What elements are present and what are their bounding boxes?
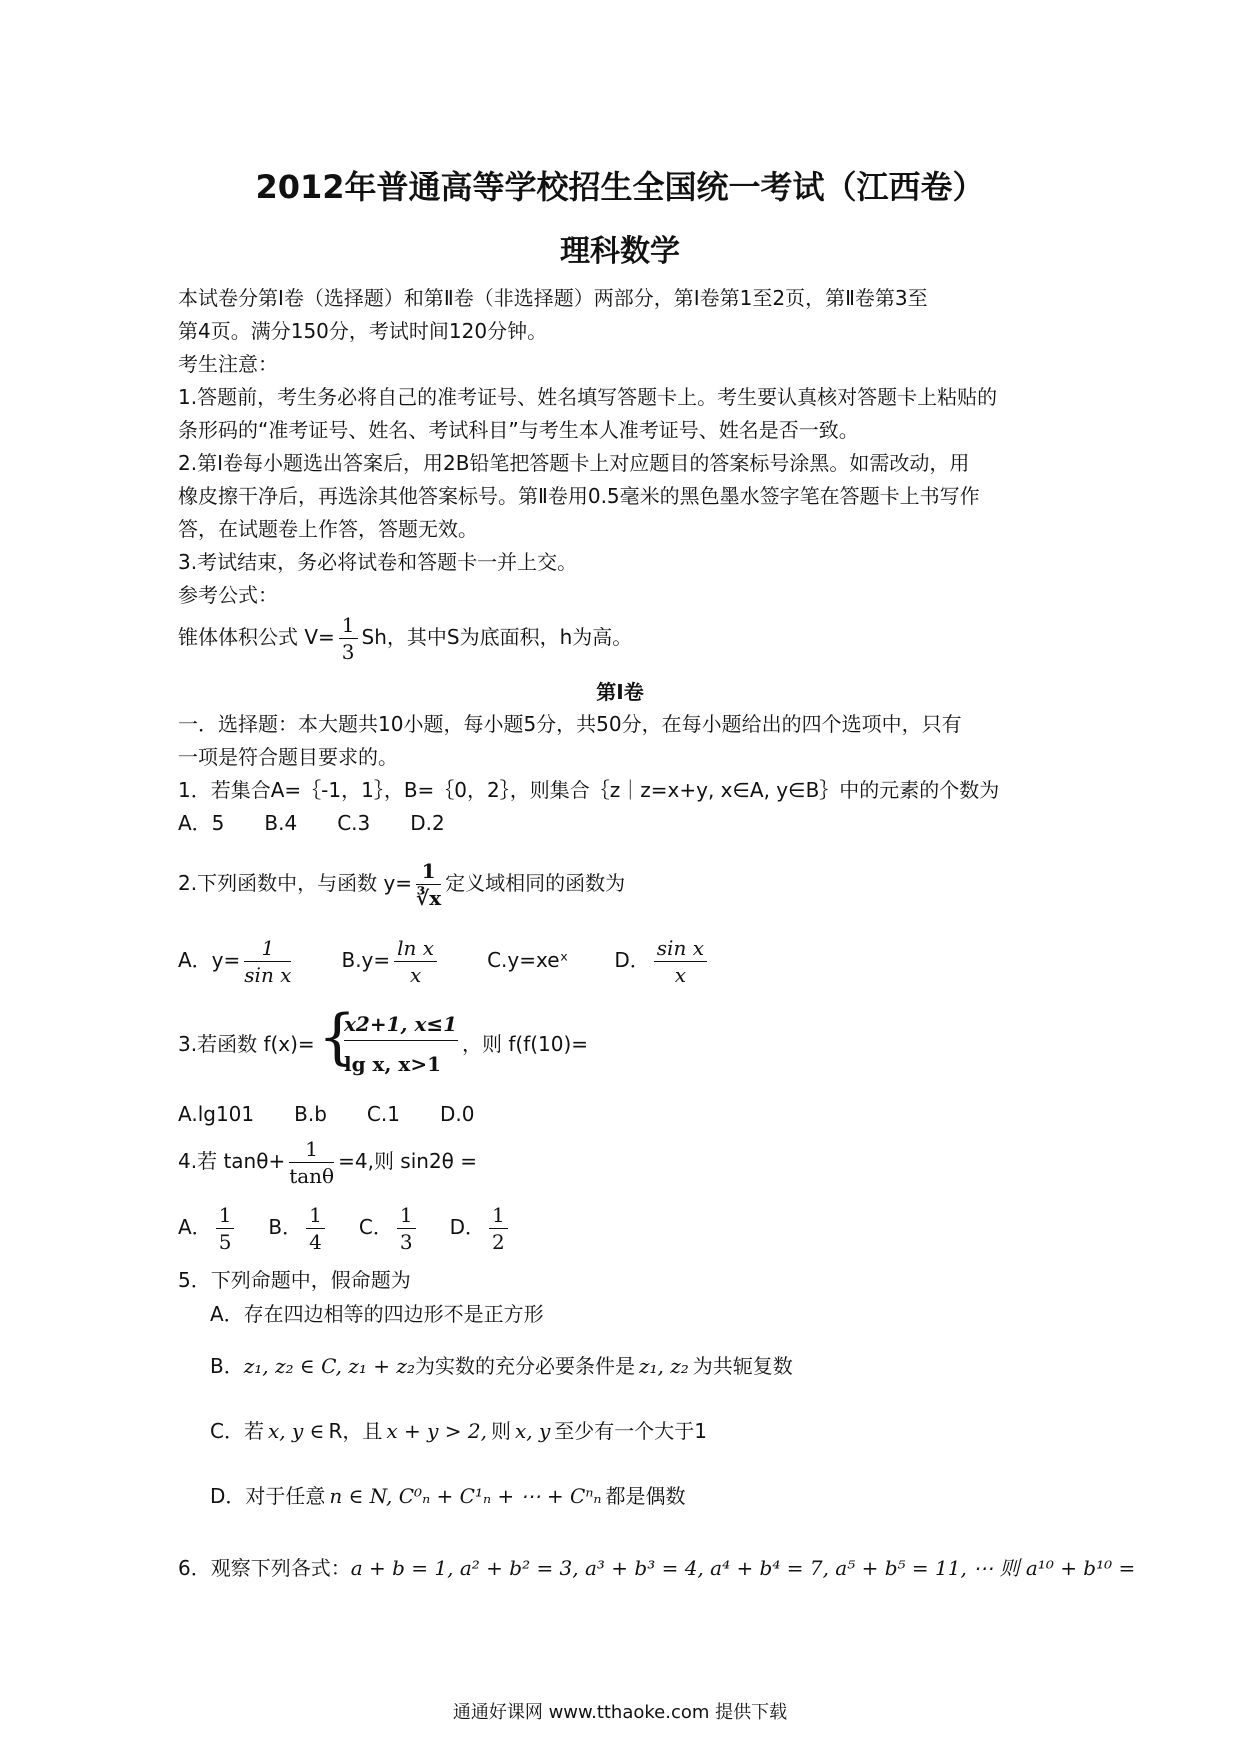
notice-1b: 条形码的“准考证号、姓名、考试科目”与考生本人准考证号、姓名是否一致。	[178, 418, 859, 442]
q2-b-fraction	[394, 935, 437, 988]
q5-c-label: C．若	[210, 1419, 264, 1443]
q1-option-a: A．5	[178, 811, 225, 835]
q4-suffix: =4,则 sin2θ =	[338, 1149, 478, 1173]
notice-title: 考生注意：	[178, 352, 278, 376]
q4-d-label: D．	[449, 1215, 485, 1239]
q2-a-den: sin x	[244, 963, 292, 987]
q2-d-num: sin x	[654, 935, 707, 962]
question-6-stem	[178, 1554, 1135, 1582]
notice-1a: 1.答题前，考生务必将自己的准考证号、姓名填写答题卡上。考生要认真核对答题卡上粘贴的	[178, 385, 998, 409]
question-5-stem: 5．下列命题中，假命题为	[178, 1268, 411, 1292]
question-1-options	[178, 809, 485, 837]
q2-b-label: B.y=	[341, 948, 391, 972]
q2-b-den: x	[409, 963, 422, 987]
notice-2c: 答，在试题卷上作答，答题无效。	[178, 517, 478, 541]
q2-fraction	[416, 858, 441, 911]
q6-math: a + b = 1, a² + b² = 3, a³ + b³ = 4, a⁴ + b⁴ = 7, a⁵ + b⁵ = 11, ⋯ 则 a¹⁰ + b¹⁰ =	[350, 1556, 1136, 1580]
q5-b-math-1: z₁, z₂ ∈ C, z₁ + z₂	[243, 1354, 415, 1378]
question-3-options	[178, 1100, 514, 1128]
q5-d-text: 都是偶数	[605, 1484, 686, 1508]
q6-prefix: 6．观察下列各式：	[178, 1556, 351, 1580]
q5-b-text-2: 为共轭复数	[692, 1354, 793, 1378]
q3-brace: {	[318, 1002, 357, 1072]
q5-c-text-3: 至少有一个大于1	[554, 1419, 707, 1443]
q5-b-math-2: z₁, z₂	[638, 1354, 689, 1378]
section-title: 第Ⅰ卷	[596, 680, 644, 704]
notice-2a: 2.第Ⅰ卷每小题选出答案后，用2B铅笔把答题卡上对应题目的答案标号涂黑。如需改动，用	[178, 451, 970, 475]
notice-3: 3.考试结束，务必将试卷和答题卡一并上交。	[178, 550, 578, 574]
exam-subject: 理科数学	[560, 234, 680, 269]
volume-formula	[178, 612, 632, 665]
q3-case-2-text: lg x, x>1	[344, 1052, 441, 1076]
q5-option-a: A．存在四边相等的四边形不是正方形	[210, 1302, 544, 1326]
q3-case-2	[344, 1050, 441, 1078]
exam-title: 2012年普通高等学校招生全国统一考试（江西卷）	[255, 168, 985, 206]
q5-d-math: n ∈ N, C⁰ₙ + C¹ₙ + ⋯ + Cⁿₙ	[329, 1484, 602, 1508]
q2-suffix: 定义域相同的函数为	[445, 871, 626, 895]
q4-d-num: 1	[489, 1202, 508, 1229]
q2-den: ∛x	[416, 886, 442, 910]
q2-d-fraction	[654, 935, 707, 988]
q3-case-1-text: x2+1, x≤1	[344, 1012, 458, 1036]
question-3-stem	[178, 1030, 315, 1058]
q4-b-den: 4	[309, 1230, 322, 1254]
q5-option-c	[210, 1417, 707, 1445]
reference-title: 参考公式：	[178, 583, 278, 607]
intro-line-1: 本试卷分第Ⅰ卷（选择题）和第Ⅱ卷（非选择题）两部分，第Ⅰ卷第1至2页，第Ⅱ卷第3至	[178, 286, 928, 310]
section-desc-2: 一项是符合题目要求的。	[178, 745, 398, 769]
q2-a-num: 1	[244, 935, 291, 962]
q5-d-label: D．对于任意	[210, 1484, 326, 1508]
q5-b-label: B．	[210, 1354, 244, 1378]
q4-b-num: 1	[306, 1202, 325, 1229]
q4-option-c	[358, 1203, 420, 1254]
formula-prefix: 锥体体积公式 V=	[178, 625, 335, 649]
q4-option-a	[178, 1203, 238, 1254]
q3-option-d: D.0	[439, 1102, 475, 1126]
q4-a-fraction	[216, 1202, 235, 1255]
question-1-stem: 1．若集合A=｛-1，1｝，B=｛0，2｝，则集合｛z｜z=x+y, x∈A, y∈B｝中的元素的个数为	[178, 778, 1000, 802]
q4-c-fraction	[397, 1202, 416, 1255]
q5-c-text-2: 则	[490, 1419, 511, 1443]
q5-c-math-1: x, y ∈	[267, 1419, 325, 1443]
formula-suffix: Sh，其中S为底面积，h为高。	[361, 625, 633, 649]
q4-den: tanθ	[289, 1164, 335, 1188]
q2-b-num: ln x	[394, 935, 437, 962]
q1-option-b: B.4	[264, 811, 298, 835]
q5-c-text-1: R，且	[328, 1419, 383, 1443]
q4-a-num: 1	[216, 1202, 235, 1229]
q5-c-math-3: x, y	[514, 1419, 551, 1443]
q4-b-label: B．	[268, 1215, 303, 1239]
q2-option-d	[614, 936, 711, 987]
page-footer: 通通好课网 www.tthaoke.com 提供下载	[452, 1702, 788, 1723]
formula-den: 3	[341, 640, 355, 664]
q4-c-den: 3	[399, 1230, 413, 1254]
q3-option-c: C.1	[366, 1102, 400, 1126]
q3-option-b: B.b	[294, 1102, 327, 1126]
question-4-options	[178, 1202, 512, 1255]
q4-prefix: 4.若 tanθ+	[178, 1149, 286, 1173]
q4-fraction	[289, 1136, 334, 1189]
q2-option-a	[178, 936, 295, 987]
q2-a-fraction	[244, 935, 291, 988]
q2-num: 1	[416, 858, 441, 885]
q2-option-b	[341, 936, 441, 987]
q3-case-1	[344, 1010, 457, 1038]
formula-fraction	[339, 612, 358, 665]
question-2-stem	[178, 858, 625, 911]
question-2-options	[178, 935, 711, 988]
notice-2b: 橡皮擦干净后，再选涂其他答案标号。第Ⅱ卷用0.5毫米的黑色墨水签字笔在答题卡上书写作	[178, 484, 980, 508]
q2-option-c: C.y=xeˣ	[487, 948, 569, 972]
q3-prefix: 3.若函数 f(x)=	[178, 1032, 315, 1056]
q4-d-den: 2	[492, 1230, 505, 1254]
q4-c-num: 1	[397, 1202, 416, 1229]
q1-option-c: C.3	[337, 811, 371, 835]
formula-num: 1	[339, 612, 358, 639]
q3-option-a: A.lg101	[178, 1102, 255, 1126]
q2-d-label: D．	[614, 948, 650, 972]
q4-a-label: A．	[178, 1215, 212, 1239]
q4-num: 1	[289, 1136, 334, 1163]
q5-option-d	[210, 1482, 686, 1510]
q4-a-den: 5	[218, 1230, 232, 1254]
section-desc-1: 一．选择题：本大题共10小题，每小题5分，共50分，在每小题给出的四个选项中，只有	[178, 712, 962, 736]
q4-b-fraction	[306, 1202, 325, 1255]
q5-c-math-2: x + y > 2,	[386, 1419, 487, 1443]
q2-prefix: 2.下列函数中，与函数 y=	[178, 871, 413, 895]
intro-line-2: 第4页。满分150分，考试时间120分钟。	[178, 319, 548, 343]
question-4-stem	[178, 1136, 477, 1189]
q1-option-d: D.2	[410, 811, 445, 835]
q5-option-b	[210, 1352, 793, 1380]
q2-a-label: A．y=	[178, 948, 241, 972]
q3-suffix: ，则 f(f(10)=	[462, 1032, 589, 1056]
q2-d-den: x	[674, 963, 687, 987]
q4-d-fraction	[489, 1202, 508, 1255]
q4-option-b	[268, 1203, 328, 1254]
q5-b-text-1: 为实数的充分必要条件是	[414, 1354, 635, 1378]
q4-option-d	[449, 1203, 512, 1254]
q3-case-divider	[344, 1040, 458, 1041]
q4-c-label: C．	[358, 1215, 393, 1239]
